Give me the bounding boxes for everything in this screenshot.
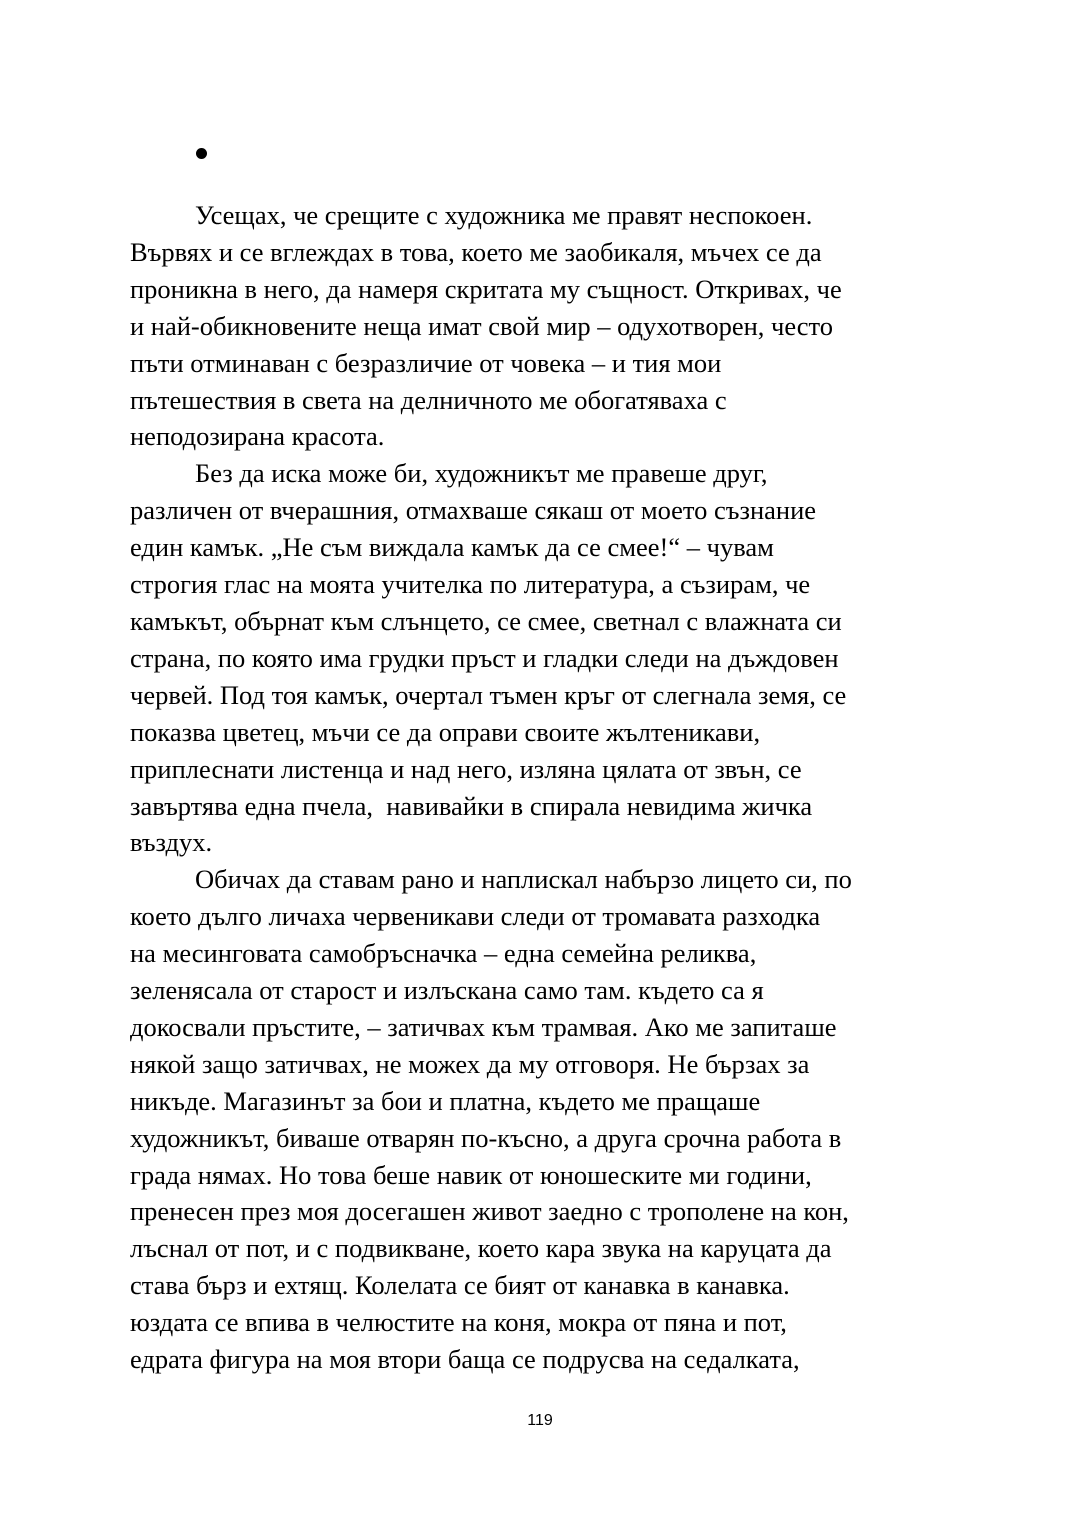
body-text [130, 197, 960, 1378]
paragraph-1-line: Усещах, че срещите с художника ме правят неспокоен. [195, 200, 813, 230]
paragraph-3-line: художникът, биваше отварян по-късно, а друга срочна работа в [130, 1122, 842, 1153]
paragraph-3-line: града нямах. Но това беше навик от юношеските ми години, [130, 1159, 812, 1190]
paragraph-3-line: докосвали пръстите, – затичвах към трамвая. Ако ме запиташе [130, 1011, 837, 1042]
paragraph-3-line: зеленясала от старост и излъскана само там. където са я [130, 975, 764, 1006]
paragraph-3-line: никъде. Магазинът за бои и платна, където ме пращаше [130, 1085, 761, 1116]
paragraph-3-line: някой защо затичвах, не можех да му отговоря. Не бързах за [130, 1048, 810, 1079]
paragraph-1-line: и най-обикновените неща имат свой мир – одухотворен, често [130, 310, 834, 341]
paragraph-1-line: неподозирана красота. [130, 421, 385, 452]
paragraph-2-line: строгия глас на моята учителка по литература, а съзирам, че [130, 569, 811, 600]
paragraph-2-line: червей. Под тоя камък, очертал тъмен кръг от слегнала земя, се [130, 679, 847, 710]
paragraph-2-line: приплеснати листенца и над него, изляна цялата от звън, се [130, 753, 802, 784]
paragraph-2-line: завъртява една пчела, навивайки в спирала невидима жичка [130, 790, 813, 821]
paragraph-3-line: Обичах да ставам рано и наплискал набързо лицето си, по [195, 864, 852, 895]
paragraph-2-line: един камък. „Не съм виждала камък да се смее!“ – чувам [130, 532, 774, 563]
paragraph-3-line: едрата фигура на моя втори баща се подрусва на седалката, [130, 1344, 800, 1375]
paragraph-3-line: пренесен през моя досегашен живот заедно с трополене на кон, [130, 1196, 849, 1227]
paragraph-1-line: Вървях и се вглеждах в това, което ме заобикаля, мъчех се да [130, 236, 822, 267]
paragraph-3-line: юздата се впива в челюстите на коня, мокра от пяна и пот, [130, 1307, 787, 1338]
paragraph-3-line: става бърз и ехтящ. Колелата се бият от канавка в канавка. [130, 1270, 790, 1301]
paragraph-2-line: въздух. [130, 827, 213, 858]
paragraph-1-line: проникна в него, да намеря скритата му същност. Откривах, че [130, 273, 842, 304]
paragraph-2-line: страна, по която има грудки пръст и гладки следи на дъждовен [130, 642, 839, 673]
page-number: 119 [527, 1412, 553, 1429]
paragraph-2-line: камъкът, обърнат към слънцето, се смее, светнал с влажната си [130, 605, 842, 636]
paragraph-1-line: пъти отминаван с безразличие от човека – и тия мои [130, 347, 722, 378]
paragraph-1-line: пътешествия в света на делничното ме обогатяваха с [130, 384, 727, 415]
paragraph-2-line: показва цветец, мъчи се да оправи своите жълтеникави, [130, 716, 761, 747]
bullet-marker [196, 148, 207, 159]
paragraph-3-line: на месинговата самобръсначка – една семейна реликва, [130, 938, 757, 969]
paragraph-3-line: лъснал от пот, и с подвикване, което кара звука на каруцата да [130, 1233, 832, 1264]
paragraph-2-line: различен от вчерашния, отмахваше сякаш от моето съзнание [130, 495, 817, 526]
paragraph-3-line: което дълго личаха червеникави следи от тромавата разходка [130, 901, 821, 932]
paragraph-2-line: Без да иска може би, художникът ме правеше друг, [195, 458, 768, 489]
